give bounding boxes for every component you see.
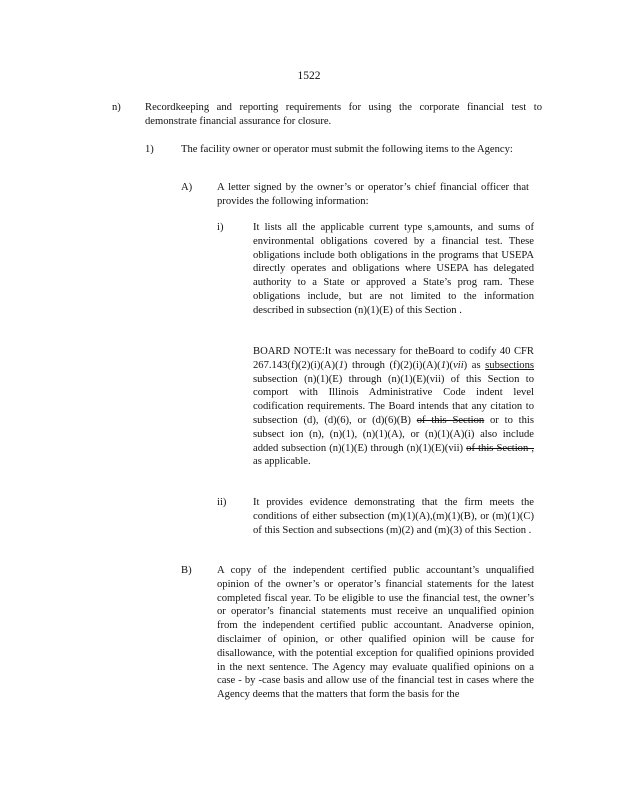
- board-note-paragraph: [253, 345, 534, 469]
- page-number: 1522: [297, 70, 321, 82]
- item-i-paragraph: It lists all the applicable current type s,amounts, and sums of environmental obligations covered by a financial test. These obligations include both obligations in the programs that USEPA directly operates and obligations where USEPA has delegated authority to a State or approved a State’s prog ram. These obligations include, but are not limited to the information described in subsection (n)(1)(E) of this Section .: [253, 222, 534, 316]
- board-note-italic-1: 1: [338, 359, 344, 371]
- item-ii-text: [253, 496, 534, 537]
- board-note-deleted-text-1: of this Section: [416, 414, 485, 426]
- board-note-text-1: BOARD NOTE:It was necessary for theBoard to codify 40 CFR 267.143(f)(2)(i)(A)(: [253, 346, 534, 371]
- item-B-label: B): [181, 565, 192, 576]
- board-note-italic-2: 1: [440, 359, 446, 371]
- item-B-text: [217, 564, 534, 702]
- item-i-text: [253, 221, 534, 318]
- item-ii-paragraph: It provides evidence demonstrating that the firm meets the conditions of either subsection (m)(1)(A),(m)(1)(B), or (m)(1)(C) of this Section and subsections (m)(2) and (m)(3) of this Section .: [253, 497, 534, 536]
- board-note-text-2: ) through (f)(2)(i)(A)(: [343, 359, 441, 371]
- board-note-text-4: ) as: [463, 359, 486, 371]
- section-n-label: n): [112, 102, 121, 113]
- item-1-label: 1): [145, 144, 154, 155]
- item-A-text: [217, 181, 529, 209]
- item-1-text: [181, 143, 515, 157]
- board-note-text-3: )(: [446, 359, 454, 371]
- item-A-paragraph: A letter signed by the owner’s or operator’s chief financial officer that provides the following information:: [217, 182, 529, 207]
- board-note-deleted-text-2: of this Section ,: [466, 442, 534, 454]
- section-n-paragraph: Recordkeeping and reporting requirements for using the corporate financial test to demonstrate financial assurance for closure.: [145, 102, 542, 127]
- item-i-label: i): [217, 222, 224, 233]
- board-note-italic-3: vii: [453, 359, 464, 371]
- board-note-text-5: subsection (n)(1)(E) through (n)(1)(E)(vii) of this Section to comport with Illinois Administrative Code indent level codification requirements. The Board intends that any citation to subsection (d), (d)(6), or (d)(6)(B): [253, 373, 534, 426]
- board-note-text-7: as applicable.: [253, 456, 311, 468]
- section-n-text: [145, 101, 542, 129]
- item-1-paragraph: The facility owner or operator must submit the following items to the Agency:: [181, 144, 513, 155]
- board-note-text-6: or to this subsect ion (n), (n)(1), (n)(1)(A), or (n)(1)(A)(i) also include added subsection (n)(1)(E) through (n)(1)(E)(vii): [253, 414, 534, 454]
- item-B-paragraph: A copy of the independent certified public accountant’s unqualified opinion of the owner’s or operator’s financial statements for the latest completed fiscal year. To be eligible to use the financial test, the owner’s or operator’s financial statements must receive an unqualified opinion from the independent certified public accountant. Anadverse opinion, disclaimer of opinion, or other qualified opinion will be cause for disallowance, with the potential exception for qualified opinions provided in the next sentence. The Agency may evaluate qualified opinions on a case - by -case basis and allow use of the financial test in cases where the Agency deems that the matters that form the basis for the: [217, 565, 534, 701]
- item-ii-label: ii): [217, 497, 227, 508]
- board-note-inserted-text: subsections: [485, 359, 535, 371]
- board-note: [253, 345, 534, 469]
- item-A-label: A): [181, 182, 193, 193]
